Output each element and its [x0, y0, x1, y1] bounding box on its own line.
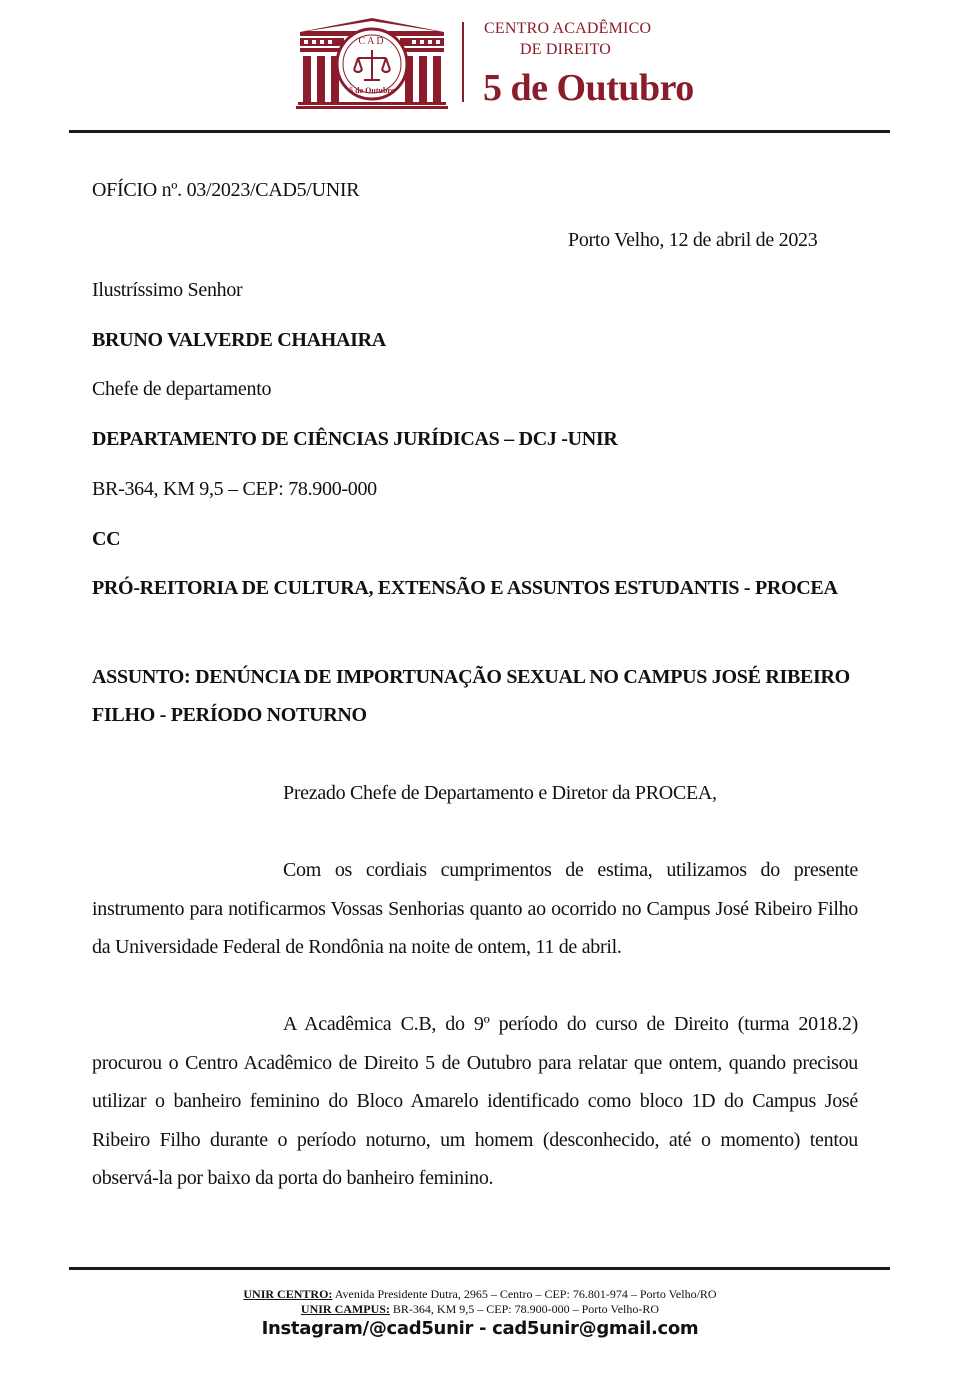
- cc-recipient: PRÓ-REITORIA DE CULTURA, EXTENSÃO E ASSUNTOS ESTUDANTIS - PROCEA: [92, 577, 838, 599]
- courthouse-seal-icon: [296, 16, 448, 110]
- svg-text:5 de Outubro: 5 de Outubro: [349, 86, 395, 95]
- document-reference: OFÍCIO nº. 03/2023/CAD5/UNIR: [92, 179, 360, 201]
- subject-line-2: FILHO - PERÍODO NOTURNO: [92, 704, 367, 726]
- recipient-department: DEPARTAMENTO DE CIÊNCIAS JURÍDICAS – DCJ -UNIR: [92, 428, 618, 450]
- recipient-role: Chefe de departamento: [92, 378, 272, 400]
- body-paragraph-1-text: Com os cordiais cumprimentos de estima, utilizamos do presente instrumento para notificarmos Vossas Senhorias quanto ao ocorrido no Campus José Ribeiro Filho da Universidade Federal de Rondônia na noite de ontem, 11 de abril.: [92, 859, 858, 958]
- subject-line-1: ASSUNTO: DENÚNCIA DE IMPORTUNAÇÃO SEXUAL NO CAMPUS JOSÉ RIBEIRO: [92, 666, 850, 688]
- logo-emblem: [296, 16, 448, 110]
- org-name-line1: CENTRO ACADÊMICO: [484, 20, 652, 37]
- greeting: Prezado Chefe de Departamento e Diretor da PROCEA,: [283, 782, 717, 804]
- logo-divider: [462, 22, 464, 102]
- footer-campus-address: BR-364, KM 9,5 – CEP: 78.900-000 – Porto Velho-RO: [389, 1302, 660, 1316]
- svg-text:CAD: CAD: [358, 36, 386, 47]
- place-date: Porto Velho, 12 de abril de 2023: [568, 229, 818, 251]
- footer-campus-label: UNIR CAMPUS:: [300, 1302, 390, 1316]
- body-paragraph-2-text: A Acadêmica C.B, do 9º período do curso de Direito (turma 2018.2) procurou o Centro Acadêmico de Direito 5 de Outubro para relatar que ontem, quando precisou utilizar o banheiro feminino do Bloco Amarelo identificado como bloco 1D do Campus José Ribeiro Filho durante o período noturno, um homem (desconhecido, até o momento) tentou observá-la por baixo da porta do banheiro feminino.: [92, 1013, 858, 1189]
- body-paragraph-2: [92, 1005, 858, 1198]
- salutation-title: Ilustríssimo Senhor: [92, 279, 243, 301]
- header-divider: [69, 130, 890, 133]
- org-name-line2: DE DIREITO: [520, 41, 612, 58]
- body-paragraph-1: [92, 851, 858, 967]
- footer-address-campus: [0, 1302, 960, 1316]
- cc-label: CC: [92, 528, 121, 550]
- footer-centro-label: UNIR CENTRO:: [243, 1287, 333, 1301]
- org-name-main: 5 de Outubro: [483, 67, 694, 109]
- recipient-address: BR-364, KM 9,5 – CEP: 78.900-000: [92, 478, 377, 500]
- recipient-name: BRUNO VALVERDE CHAHAIRA: [92, 329, 386, 351]
- footer-contact: Instagram/@cad5unir - cad5unir@gmail.com: [261, 1318, 699, 1339]
- footer-address-centro: [0, 1287, 960, 1301]
- footer-centro-address: Avenida Presidente Dutra, 2965 – Centro – CEP: 76.801-974 – Porto Velho/RO: [332, 1287, 717, 1301]
- footer-divider: [69, 1267, 890, 1270]
